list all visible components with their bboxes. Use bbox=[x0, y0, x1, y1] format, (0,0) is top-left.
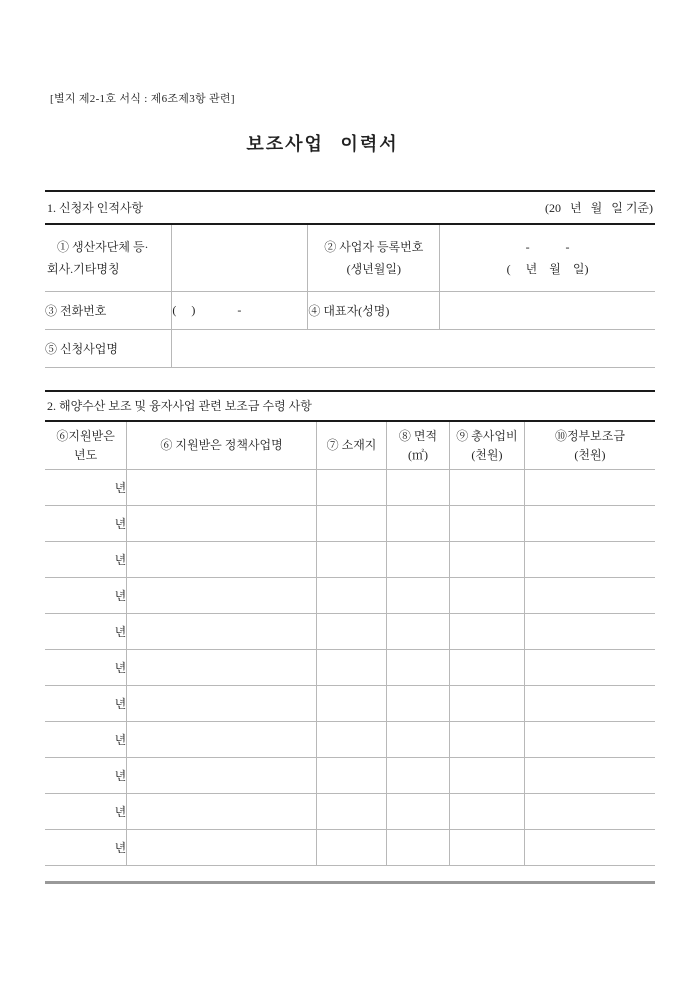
location-cell bbox=[316, 758, 386, 794]
area-cell bbox=[387, 650, 450, 686]
location-cell bbox=[316, 722, 386, 758]
year-cell: 년 bbox=[45, 650, 127, 686]
gov-subsidy-cell bbox=[524, 578, 655, 614]
project-name-cell bbox=[127, 506, 317, 542]
gov-subsidy-cell bbox=[524, 830, 655, 866]
total-cost-cell bbox=[449, 758, 524, 794]
gov-subsidy-cell bbox=[524, 506, 655, 542]
location-cell bbox=[316, 506, 386, 542]
project-name-label-cell: ⑤ 신청사업명 bbox=[45, 330, 172, 368]
total-cost-column-header bbox=[449, 421, 524, 470]
business-reg-value-line1: - - bbox=[525, 240, 570, 254]
org-name-value-cell bbox=[172, 224, 308, 292]
project-name-cell bbox=[127, 542, 317, 578]
project-name-cell bbox=[127, 758, 317, 794]
representative-label-cell: ④ 대표자(성명) bbox=[308, 292, 440, 330]
project-name-cell bbox=[127, 650, 317, 686]
history-row bbox=[45, 794, 655, 830]
gov-subsidy-cell bbox=[524, 722, 655, 758]
total-cost-cell bbox=[449, 686, 524, 722]
org-name-label-line1: ① 생산자단체 등· bbox=[57, 240, 149, 254]
area-column-header-line2: (㎡) bbox=[407, 447, 428, 462]
area-cell bbox=[387, 830, 450, 866]
business-reg-value-cell bbox=[440, 224, 655, 292]
applicant-info-table bbox=[45, 223, 655, 368]
subsidy-history-table bbox=[45, 420, 655, 866]
project-name-value-cell bbox=[172, 330, 655, 368]
year-cell: 년 bbox=[45, 722, 127, 758]
year-column-header bbox=[45, 421, 127, 470]
gov-subsidy-cell bbox=[524, 470, 655, 506]
history-row bbox=[45, 614, 655, 650]
project-name-cell bbox=[127, 830, 317, 866]
section1-heading-row bbox=[45, 190, 655, 223]
history-row bbox=[45, 758, 655, 794]
form-reference-note: [별지 제2-1호 서식 : 제6조제3항 관련] bbox=[50, 93, 235, 105]
project-name-cell bbox=[127, 578, 317, 614]
area-cell bbox=[387, 506, 450, 542]
area-cell bbox=[387, 542, 450, 578]
business-reg-label-line1: ② 사업자 등록번호 bbox=[324, 240, 424, 254]
project-name-cell bbox=[127, 722, 317, 758]
phone-row bbox=[45, 292, 655, 330]
location-cell bbox=[316, 686, 386, 722]
total-cost-cell bbox=[449, 794, 524, 830]
location-cell bbox=[316, 794, 386, 830]
area-cell bbox=[387, 722, 450, 758]
area-cell bbox=[387, 686, 450, 722]
gov-subsidy-column-header-line2: (천원) bbox=[574, 447, 606, 462]
total-cost-cell bbox=[449, 614, 524, 650]
business-reg-label-line2: (생년월일) bbox=[346, 262, 401, 276]
year-cell: 년 bbox=[45, 686, 127, 722]
history-row bbox=[45, 506, 655, 542]
section1-heading: 1. 신청자 인적사항 bbox=[47, 201, 144, 215]
applicant-info-section bbox=[45, 190, 655, 368]
location-cell bbox=[316, 542, 386, 578]
location-cell bbox=[316, 470, 386, 506]
total-cost-cell bbox=[449, 470, 524, 506]
history-row bbox=[45, 830, 655, 866]
area-cell bbox=[387, 470, 450, 506]
history-table-body bbox=[45, 470, 655, 866]
location-column-header-line1: ⑦ 소재지 bbox=[326, 438, 377, 453]
gov-subsidy-cell bbox=[524, 650, 655, 686]
phone-label-cell: ③ 전화번호 bbox=[45, 292, 172, 330]
location-cell bbox=[316, 830, 386, 866]
area-column-header-line1: ⑧ 면적 bbox=[398, 428, 438, 443]
gov-subsidy-cell bbox=[524, 686, 655, 722]
gov-subsidy-cell bbox=[524, 794, 655, 830]
project-name-cell bbox=[127, 470, 317, 506]
gov-subsidy-column-header-line1: ⑩정부보조금 bbox=[554, 428, 625, 443]
org-name-label-cell bbox=[45, 224, 172, 292]
total-cost-column-header-line2: (천원) bbox=[471, 447, 503, 462]
year-cell: 년 bbox=[45, 614, 127, 650]
year-cell: 년 bbox=[45, 470, 127, 506]
project-name-cell bbox=[127, 614, 317, 650]
section2-heading: 2. 해양수산 보조 및 융자사업 관련 보조금 수령 사항 bbox=[45, 390, 655, 420]
year-column-header-line2: 년도 bbox=[74, 447, 98, 462]
location-column-header bbox=[316, 421, 386, 470]
history-row bbox=[45, 650, 655, 686]
year-cell: 년 bbox=[45, 758, 127, 794]
area-cell bbox=[387, 758, 450, 794]
page-title: 보조사업 이력서 bbox=[246, 134, 399, 154]
business-reg-value-line2: ( 년 월 일) bbox=[506, 262, 589, 276]
subsidy-history-section bbox=[45, 390, 655, 884]
total-cost-cell bbox=[449, 722, 524, 758]
location-cell bbox=[316, 578, 386, 614]
history-row bbox=[45, 722, 655, 758]
org-name-label-line2: 회사.기타명칭 bbox=[47, 262, 120, 276]
gov-subsidy-cell bbox=[524, 542, 655, 578]
year-cell: 년 bbox=[45, 578, 127, 614]
year-cell: 년 bbox=[45, 542, 127, 578]
date-reference-note: (20 년 월 일 기준) bbox=[545, 201, 653, 215]
phone-value-cell: ( ) - bbox=[172, 292, 308, 330]
gov-subsidy-cell bbox=[524, 614, 655, 650]
year-cell: 년 bbox=[45, 830, 127, 866]
business-reg-label-cell bbox=[308, 224, 440, 292]
project-name-row bbox=[45, 330, 655, 368]
total-cost-cell bbox=[449, 650, 524, 686]
history-row bbox=[45, 578, 655, 614]
history-row bbox=[45, 686, 655, 722]
project-name-cell bbox=[127, 794, 317, 830]
org-row bbox=[45, 224, 655, 292]
area-cell bbox=[387, 614, 450, 650]
total-cost-cell bbox=[449, 506, 524, 542]
year-cell: 년 bbox=[45, 794, 127, 830]
year-column-header-line1: ⑥지원받은 bbox=[56, 428, 115, 443]
total-cost-column-header-line1: ⑨ 총사업비 bbox=[456, 428, 518, 443]
project-name-column-header-line1: ⑥ 지원받은 정책사업명 bbox=[160, 438, 283, 453]
bottom-rule bbox=[45, 881, 655, 884]
total-cost-cell bbox=[449, 578, 524, 614]
location-cell bbox=[316, 650, 386, 686]
total-cost-cell bbox=[449, 542, 524, 578]
year-cell: 년 bbox=[45, 506, 127, 542]
representative-value-cell bbox=[440, 292, 655, 330]
project-name-column-header bbox=[127, 421, 317, 470]
total-cost-cell bbox=[449, 830, 524, 866]
history-row bbox=[45, 542, 655, 578]
history-row bbox=[45, 470, 655, 506]
gov-subsidy-column-header bbox=[524, 421, 655, 470]
location-cell bbox=[316, 614, 386, 650]
history-header-row bbox=[45, 421, 655, 470]
project-name-cell bbox=[127, 686, 317, 722]
gov-subsidy-cell bbox=[524, 758, 655, 794]
area-column-header bbox=[387, 421, 450, 470]
area-cell bbox=[387, 794, 450, 830]
area-cell bbox=[387, 578, 450, 614]
